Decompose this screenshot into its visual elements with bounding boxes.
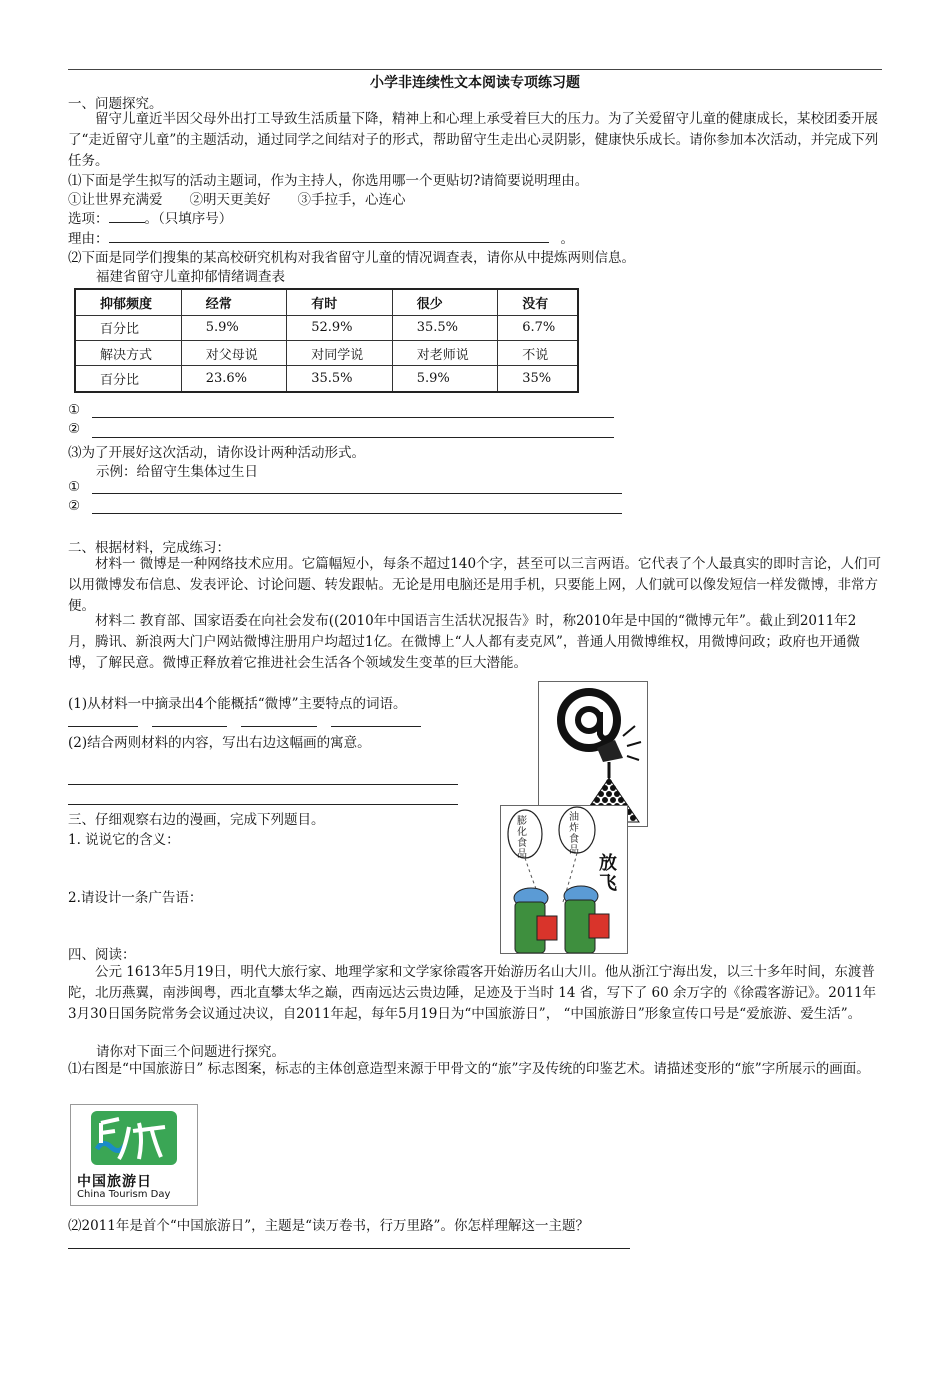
bubble-label-1: 膨化食品: [517, 816, 527, 860]
question-3-1: 1. 说说它的含义：: [68, 832, 180, 848]
table-cell: 5.9%: [392, 366, 498, 392]
question-1-2: ⑵下面是同学们搜集的某高校研究机构对我省留守儿童的情况调查表，请你从中提炼两则信息。: [68, 250, 635, 266]
bubble-label-2: 油炸食品: [569, 812, 579, 856]
table-cell: 35.5%: [287, 366, 393, 392]
table-caption: 福建省留守儿童抑郁情绪调查表: [96, 269, 285, 285]
tourism-emblem-icon: [89, 1109, 179, 1167]
table-cell: 没有: [498, 289, 578, 315]
question-3-2: 2.请设计一条广告语：: [68, 890, 203, 906]
logo-chinese-text: 中国旅游日: [77, 1174, 152, 1190]
table-cell: 35.5%: [392, 315, 498, 340]
reason-end: 。: [560, 231, 574, 247]
balloon-cartoon: [500, 805, 628, 954]
question-4-1: ⑴右图是“中国旅游日” 标志图案，标志的主体创意造型来源于甲骨文的“旅”字及传统的印鉴艺术。请描述变形的“旅”字所展示的画面。: [68, 1061, 870, 1077]
question-4-2: ⑵2011年是首个“中国旅游日”，主题是“读万卷书，行万里路”。你怎样理解这一主题？: [68, 1218, 589, 1234]
activity-marker-2: ②: [68, 498, 81, 514]
section-3-heading: 三、仔细观察右边的漫画，完成下列题目。: [68, 812, 325, 828]
info-marker-1: ①: [68, 402, 81, 418]
info-marker-2: ②: [68, 421, 81, 437]
section-1-heading: 一、问题探究。: [68, 96, 163, 112]
info-answer-line-2[interactable]: [92, 437, 614, 438]
question-1-3: ⑶为了开展好这次活动，请你设计两种活动形式。: [68, 445, 365, 461]
table-cell: 不说: [498, 340, 578, 365]
question-2-2: (2)结合两则材料的内容，写出右边这幅画的寓意。: [68, 735, 371, 751]
question-2-1: (1)从材料一中摘录出4个能概括“微博”主要特点的词语。: [68, 696, 407, 712]
tourism-day-logo: [70, 1104, 198, 1206]
cartoon-caption: 放飞: [599, 853, 617, 894]
info-answer-line-1[interactable]: [92, 417, 614, 418]
reading-passage: 公元 1613年5月19日，明代大旅行家、地理学家和文学家徐霞客开始游历名山大川。他从浙江宁海出发，以三十多年时间，东渡普陀，北历燕翼，南涉闽粤，西北直攀太华之巅，西南远达云贵边陲，足迹及于当时 14 省，写下了 60 余万字的《徐霞客游记》。2011年3月30日国务院常务会议通过决议，自2011年起，每年5月19日为“中国旅游日”， “中国旅游日”形象宣传口号是“爱旅游、爱生活”。: [68, 964, 877, 1022]
theme-answer-line[interactable]: [68, 1248, 630, 1249]
keyword-blank-1[interactable]: [68, 726, 138, 727]
table-cell: 35%: [498, 366, 578, 392]
choice-line: [68, 207, 232, 227]
theme-options: ①让世界充满爱 ②明天更美好 ③手拉手，心连心: [68, 192, 406, 208]
table-cell: 6.7%: [498, 315, 578, 340]
material-1: 材料一 微博是一种网络技术应用。它篇幅短小，每条不超过140个字，甚至可以三言两语。它代表了个人最真实的即时言论，人们可以用微博发布信息、发表评论、讨论问题、转发跟帖。无论是用电脑还是用手机，只要能上网，人们就可以像发短信一样发微博，非常方便。: [68, 556, 882, 614]
section-4-heading: 四、阅读：: [68, 947, 136, 963]
table-cell: 23.6%: [181, 366, 287, 392]
keyword-blank-3[interactable]: [241, 726, 317, 727]
table-cell: 百分比: [75, 315, 181, 340]
choice-blank[interactable]: [109, 222, 145, 223]
choice-note: 。（只填序号）: [144, 211, 233, 227]
activity-answer-line-1[interactable]: [92, 493, 622, 494]
question-1-1: ⑴下面是学生拟写的活动主题词，作为主持人，你选用哪一个更贴切?请简要说明理由。: [68, 173, 589, 189]
table-cell: 有时: [287, 289, 393, 315]
table-row: [75, 340, 578, 365]
meaning-answer-line-1[interactable]: [68, 784, 458, 785]
meaning-answer-line-2[interactable]: [68, 804, 458, 805]
example-text: 示例：给留守生集体过生日: [96, 464, 258, 480]
table-cell: 对同学说: [287, 340, 393, 365]
reason-blank[interactable]: [109, 242, 549, 243]
table-cell: 对老师说: [392, 340, 498, 365]
reason-label: 理由：: [68, 231, 109, 247]
material-2: 材料二 教育部、国家语委在向社会发布((2010年中国语言生活状况报告》时，称2010年是中国的“微博元年”。截止到2011年2月，腾讯、新浪两大门户网站微博注册用户均超过1亿。在微博上“人人都有麦克风”，普通人用微博维权，用微博问政；政府也开通微博，了解民意。微博正释放着它推进社会生活各个领域发生变革的巨大潜能。: [68, 613, 860, 671]
table-cell: 很少: [392, 289, 498, 315]
table-cell: 经常: [181, 289, 287, 315]
page-title: 小学非连续性文本阅读专项练习题: [370, 75, 580, 91]
top-rule: [68, 69, 882, 70]
keyword-blank-2[interactable]: [152, 726, 227, 727]
reason-line: [68, 227, 574, 247]
table-cell: 抑郁频度: [75, 289, 181, 315]
reading-prompt: 请你对下面三个问题进行探究。: [96, 1044, 285, 1060]
table-cell: 5.9%: [181, 315, 287, 340]
table-cell: 52.9%: [287, 315, 393, 340]
survey-table: [74, 288, 579, 393]
activity-answer-line-2[interactable]: [92, 513, 622, 514]
section-2-heading: 二、根据材料，完成练习：: [68, 540, 230, 556]
section-1-intro: 留守儿童近半因父母外出打工导致生活质量下降，精神上和心理上承受着巨大的压力。为了关爱留守儿童的健康成长，某校团委开展了“走近留守儿童”的主题活动，通过同学之间结对子的形式，帮助留守生走出心灵阴影，健康快乐成长。请你参加本次活动，并完成下列任务。: [68, 111, 879, 169]
table-cell: 解决方式: [75, 340, 181, 365]
activity-marker-1: ①: [68, 479, 81, 495]
table-row: [75, 315, 578, 340]
table-cell: 对父母说: [181, 340, 287, 365]
table-cell: 百分比: [75, 366, 181, 392]
logo-english-text: China Tourism Day: [77, 1189, 171, 1200]
keyword-blank-4[interactable]: [331, 726, 421, 727]
table-row: [75, 289, 578, 315]
choice-label: 选项：: [68, 211, 109, 227]
table-row: [75, 366, 578, 392]
